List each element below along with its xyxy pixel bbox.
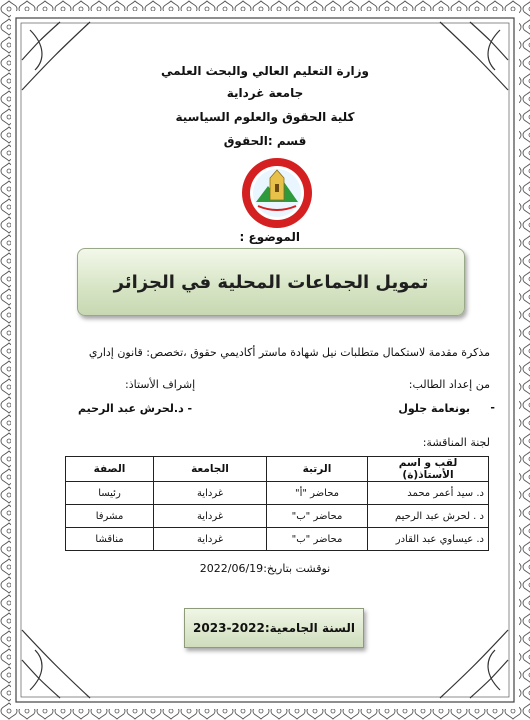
defense-date: نوقشت بتاريخ:2022/06/19 (199, 562, 331, 575)
member-university: غرداية (154, 505, 267, 528)
supervisor-bullet: - (183, 402, 193, 415)
member-rank: محاضر "ب" (267, 505, 368, 528)
member-rank: محاضر "ب" (267, 528, 368, 551)
subject-label: الموضوع : (239, 230, 300, 244)
committee-header-row (66, 457, 489, 482)
academic-year: السنة الجامعية:2022-2023 (193, 621, 355, 635)
member-role: مشرفا (66, 505, 154, 528)
university-logo (240, 156, 314, 230)
supervisor-name (78, 402, 192, 415)
supervisor-name-text: د.لحرش عبد الرحيم (78, 402, 184, 415)
member-university: غرداية (154, 482, 267, 505)
thesis-title: تمويل الجماعات المحلية في الجزائر (113, 271, 429, 293)
member-role: رئيسا (66, 482, 154, 505)
faculty-name: كلية الحقوق والعلوم السياسية (175, 110, 355, 124)
university-name: جامعة غرداية (226, 86, 304, 100)
ministry-name: وزارة التعليم العالي والبحث العلمي (160, 64, 370, 78)
committee-label: لجنة المناقشة: (422, 436, 490, 449)
column-header: لقب و اسم الأستاذ(ة) (368, 457, 489, 482)
prepared-by-label: من إعداد الطالب: (408, 378, 490, 391)
column-header: الجامعة (154, 457, 267, 482)
academic-year-box (184, 608, 364, 648)
department-name: قسم :الحقوق (223, 134, 307, 148)
member-university: غرداية (154, 528, 267, 551)
supervisor-label: إشراف الأستاذ: (125, 378, 196, 391)
memo-statement: مذكرة مقدمة لاستكمال متطلبات نيل شهادة ماستر أكاديمي حقوق ،تخصص: قانون إداري (88, 346, 490, 359)
column-header: الرتبة (267, 457, 368, 482)
table-row (66, 528, 489, 551)
member-role: مناقشا (66, 528, 154, 551)
column-header: الصفة (66, 457, 154, 482)
member-name: د . لحرش عبد الرحيم (368, 505, 489, 528)
member-name: د. سيد أعمر محمد (368, 482, 489, 505)
committee-table (65, 456, 489, 551)
table-row (66, 505, 489, 528)
table-row (66, 482, 489, 505)
thesis-title-box (77, 248, 465, 316)
student-name: بونعامة جلول (398, 402, 470, 415)
student-bullet: - (490, 401, 495, 414)
member-rank: محاضر "أ" (267, 482, 368, 505)
member-name: د. عيساوي عبد القادر (368, 528, 489, 551)
